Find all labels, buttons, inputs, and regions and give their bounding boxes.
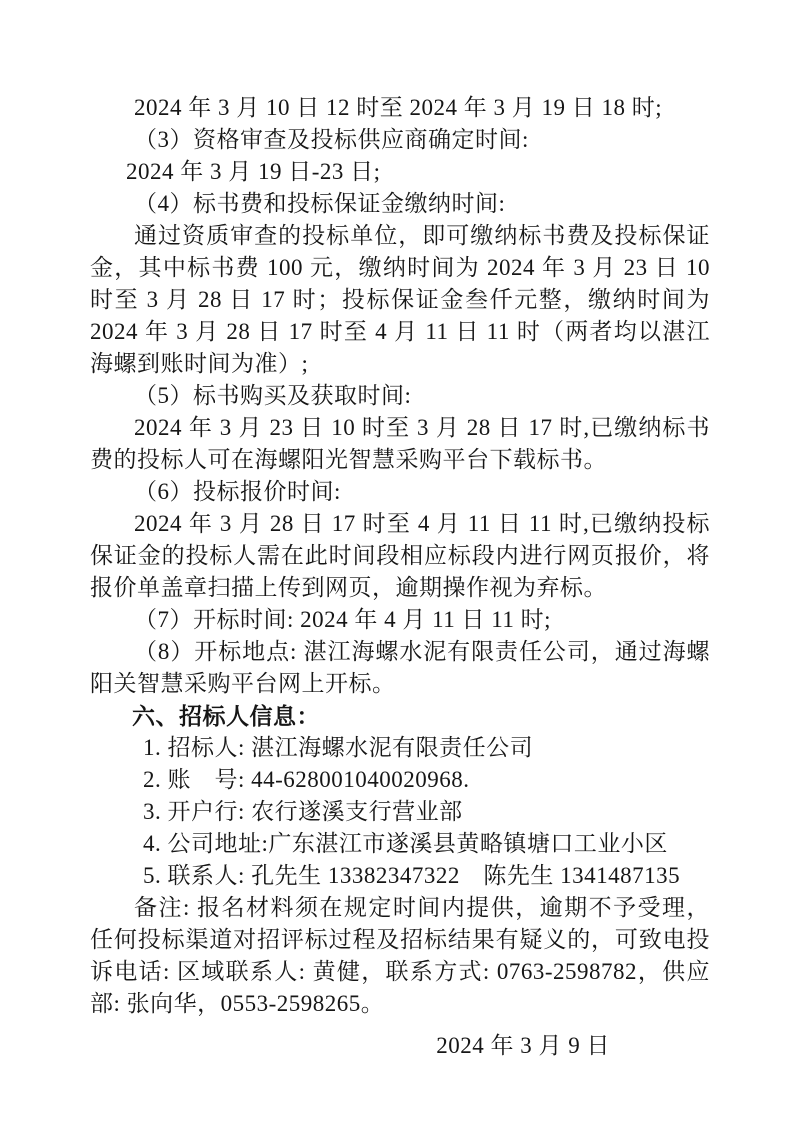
info-item-contacts: 5. 联系人: 孔先生 13382347322 陈先生 1341487135 <box>143 863 681 888</box>
section-heading-tenderer-info: 六、招标人信息： <box>132 703 320 729</box>
paragraph-dates-continued: 2024 年 3 月 10 日 12 时至 2024 年 3 月 19 日 18 时; <box>134 95 663 120</box>
remark-paragraph: 备注: 报名材料须在规定时间内提供，逾期不予受理，任何投标渠道对招评标过程及招标结果有疑义的，可致电投诉电话: 区域联系人: 黄健，联系方式: 0763-2598782，供应部: 张向华，0553-2598265。 <box>90 895 710 1016</box>
paragraph-item-8: （8）开标地点: 湛江海螺水泥有限责任公司，通过海螺阳关智慧采购平台网上开标。 <box>90 639 710 696</box>
paragraph-item-7: （7）开标时间: 2024 年 4 月 11 日 11 时; <box>134 607 552 632</box>
paragraph-item-6-body: 2024 年 3 月 28 日 17 时至 4 月 11 日 11 时,已缴纳投标保证金的投标人需在此时间段相应标段内进行网页报价，将报价单盖章扫描上传到网页，逾期操作视为弃标。 <box>90 511 710 600</box>
info-item-address: 4. 公司地址:广东湛江市遂溪县黄略镇塘口工业小区 <box>143 831 668 856</box>
info-item-account-number: 2. 账 号: 44-628001040020968. <box>143 767 470 792</box>
paragraph-item-4-body: 通过资质审查的投标单位，即可缴纳标书费及投标保证金，其中标书费 100 元，缴纳时间为 2024 年 3 月 23 日 10 时至 3 月 28 日 17 时；投标保证金叁仟元整，缴纳时间为 2024 年 3 月 28 日 17 时至 4 月 11 日 11 时（两者均以湛江海螺到账时间为准）; <box>90 223 710 376</box>
info-item-bank: 3. 开户行: 农行遂溪支行营业部 <box>143 799 463 824</box>
paragraph-item-4-title: （4）标书费和投标保证金缴纳时间: <box>134 191 506 216</box>
info-item-tenderer: 1. 招标人: 湛江海螺水泥有限责任公司 <box>143 735 534 760</box>
date-line: 2024 年 3 月 9 日 <box>436 1033 610 1058</box>
paragraph-item-5-title: （5）标书购买及获取时间: <box>134 383 412 408</box>
paragraph-item-3-dates: 2024 年 3 月 19 日-23 日; <box>126 159 381 184</box>
paragraph-item-5-body: 2024 年 3 月 23 日 10 时至 3 月 28 日 17 时,已缴纳标书费的投标人可在海螺阳光智慧采购平台下载标书。 <box>90 415 711 472</box>
paragraph-item-6-title: （6）投标报价时间: <box>134 479 341 504</box>
paragraph-item-3-title: （3）资格审查及投标供应商确定时间: <box>134 127 529 152</box>
